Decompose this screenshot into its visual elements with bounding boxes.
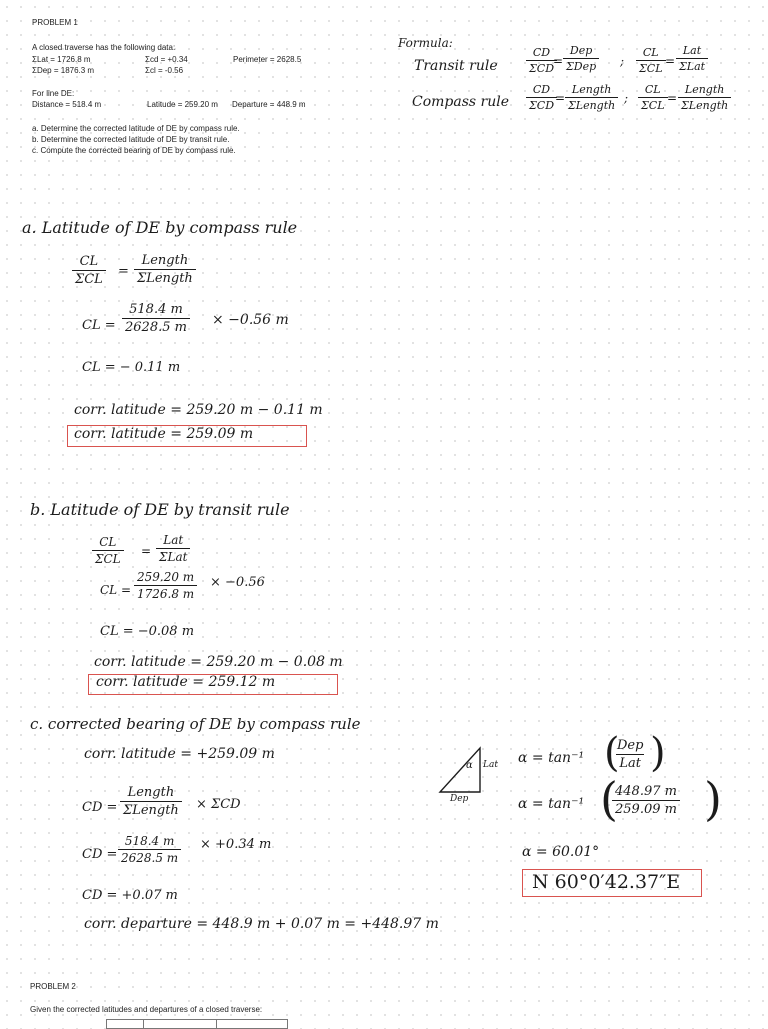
question-c: c. Compute the corrected bearing of DE by compass rule. <box>32 146 236 155</box>
equals-sign: = <box>553 54 564 68</box>
alpha-formula-2: α = tan⁻¹ <box>518 796 585 812</box>
sum-dep: ΣDep = 1876.3 m <box>32 66 95 75</box>
equals-sign: = <box>665 54 676 68</box>
alpha-formula: α = tan⁻¹ <box>518 750 585 766</box>
frac-num: Dep <box>617 738 644 753</box>
right-paren: ) <box>650 730 666 776</box>
question-a: a. Determine the corrected latitude of DE by compass rule. <box>32 124 240 133</box>
problem2-title: PROBLEM 2 <box>30 982 76 991</box>
cl-label: CL = <box>82 318 116 333</box>
perimeter: Perimeter = 2628.5 <box>233 55 302 64</box>
frac-num: Length <box>127 785 175 800</box>
problem1-title: PROBLEM 1 <box>32 18 78 27</box>
part-c-frac-values <box>118 834 181 865</box>
part-b-frac-cl <box>92 535 124 566</box>
cl-result: CL = −0.08 m <box>100 624 195 639</box>
frac-num: 259.20 m <box>137 570 195 584</box>
distance: Distance = 518.4 m <box>32 100 102 109</box>
frac-den: ΣLat <box>676 58 708 73</box>
transit-rule-label: Transit rule <box>414 58 498 74</box>
frac-num: Dep <box>569 44 593 57</box>
frac-num: CL <box>644 83 661 96</box>
transit-frac-cl <box>636 46 666 75</box>
frac-den: ΣLength <box>565 97 618 112</box>
frac-num: 448.97 m <box>615 784 677 799</box>
sum-cd-multiplier: × ΣCD <box>196 797 241 812</box>
problem2-intro: Given the corrected latitudes and departures of a closed traverse: <box>30 1005 263 1014</box>
problem1-intro: A closed traverse has the following data: <box>32 43 176 52</box>
frac-den: ΣCL <box>638 97 668 112</box>
frac-den: ΣCL <box>72 270 106 287</box>
multiplier: × −0.56 <box>210 575 265 590</box>
triangle-alpha: α <box>466 760 473 771</box>
bearing-answer: N 60°0′42.37″E <box>532 871 681 893</box>
corr-latitude-work: corr. latitude = 259.20 m − 0.11 m <box>74 402 323 418</box>
formula-label: Formula: <box>398 36 453 50</box>
alpha-value: α = 60.01° <box>522 844 600 860</box>
for-line-label: For line DE: <box>32 89 75 98</box>
frac-num: 518.4 m <box>129 302 183 317</box>
compass-frac-length-2 <box>678 83 731 112</box>
sum-lat: ΣLat = 1726.8 m <box>32 55 91 64</box>
compass-frac-length <box>565 83 618 112</box>
frac-den: 2628.5 m <box>118 849 181 865</box>
equals-sign: = <box>667 91 678 105</box>
part-b-heading: b. Latitude of DE by transit rule <box>30 500 290 519</box>
cl-label: CL = <box>100 583 132 597</box>
transit-frac-lat <box>676 44 708 73</box>
equals-sign: = <box>118 264 129 279</box>
separator: ; <box>624 91 629 105</box>
question-b: b. Determine the corrected latitude of DE by transit rule. <box>32 135 230 144</box>
frac-num: CL <box>642 46 659 59</box>
compass-frac-cl <box>638 83 668 112</box>
part-a-frac-length <box>134 253 196 286</box>
part-c-frac-length <box>120 785 182 818</box>
frac-num: Length <box>141 253 189 268</box>
cd-label: CD = <box>82 847 118 862</box>
sum-cl: Σcl = -0.56 <box>145 66 184 75</box>
frac-den: ΣCD <box>526 97 557 112</box>
frac-den: ΣDep <box>563 58 599 73</box>
part-a-frac-cl <box>72 254 106 287</box>
corr-latitude-answer: corr. latitude = 259.12 m <box>96 674 276 690</box>
frac-num: 518.4 m <box>124 834 175 848</box>
multiplier: × −0.56 m <box>212 312 289 328</box>
compass-rule-label: Compass rule <box>412 94 510 110</box>
equals-sign: = <box>141 544 152 558</box>
frac-den: 2628.5 m <box>122 318 190 335</box>
table-col <box>107 1020 144 1028</box>
latitude: Latitude = 259.20 m <box>147 100 218 109</box>
corr-latitude-work: corr. latitude = 259.20 m − 0.08 m <box>94 654 343 670</box>
cd-label: CD = <box>82 800 118 815</box>
frac-den: ΣLength <box>134 269 196 286</box>
left-paren: ( <box>604 730 620 776</box>
frac-num: CD <box>532 83 551 96</box>
table-col <box>144 1020 217 1028</box>
frac-den: ΣCD <box>526 60 557 75</box>
frac-den: Lat <box>616 754 644 771</box>
multiplier: × +0.34 m <box>200 837 272 852</box>
separator: ; <box>620 54 625 68</box>
frac-num: CD <box>532 46 551 59</box>
frac-num: Lat <box>163 533 184 547</box>
frac-num: Length <box>684 83 725 96</box>
frac-num: Length <box>571 83 612 96</box>
frac-den: ΣLength <box>120 801 182 818</box>
problem2-table <box>106 1019 288 1029</box>
frac-den: ΣCL <box>92 550 124 566</box>
right-paren: ) <box>704 772 722 826</box>
corr-latitude-answer: corr. latitude = 259.09 m <box>74 426 254 442</box>
left-paren: ( <box>600 772 618 826</box>
cl-result: CL = − 0.11 m <box>82 360 181 375</box>
corr-latitude-c: corr. latitude = +259.09 m <box>84 746 275 762</box>
part-a-frac-values <box>122 302 190 335</box>
frac-den: ΣLat <box>156 548 190 564</box>
frac-num: CL <box>79 254 99 269</box>
frac-num: Lat <box>682 44 702 57</box>
cd-result: CD = +0.07 m <box>82 888 178 903</box>
transit-frac-dep <box>563 44 599 73</box>
triangle-lat: Lat <box>483 760 498 770</box>
part-c-heading: c. corrected bearing of DE by compass rule <box>30 715 361 733</box>
frac-den: ΣCL <box>636 60 666 75</box>
compass-frac-cd <box>526 83 557 112</box>
part-b-frac-lat <box>156 533 190 564</box>
part-a-heading: a. Latitude of DE by compass rule <box>22 218 298 237</box>
frac-num: CL <box>99 535 117 549</box>
frac-den: 259.09 m <box>612 800 680 817</box>
part-b-frac-values <box>134 570 197 601</box>
triangle-dep: Dep <box>450 794 469 804</box>
alpha-frac-values <box>612 784 680 817</box>
departure: Departure = 448.9 m <box>232 100 306 109</box>
corr-departure: corr. departure = 448.9 m + 0.07 m = +448.97 m <box>84 916 439 932</box>
alpha-frac-dep-lat <box>614 738 646 771</box>
sum-cd: Σcd = +0.34 <box>145 55 188 64</box>
frac-den: 1726.8 m <box>134 585 197 601</box>
frac-den: ΣLength <box>678 97 731 112</box>
equals-sign: = <box>555 91 566 105</box>
